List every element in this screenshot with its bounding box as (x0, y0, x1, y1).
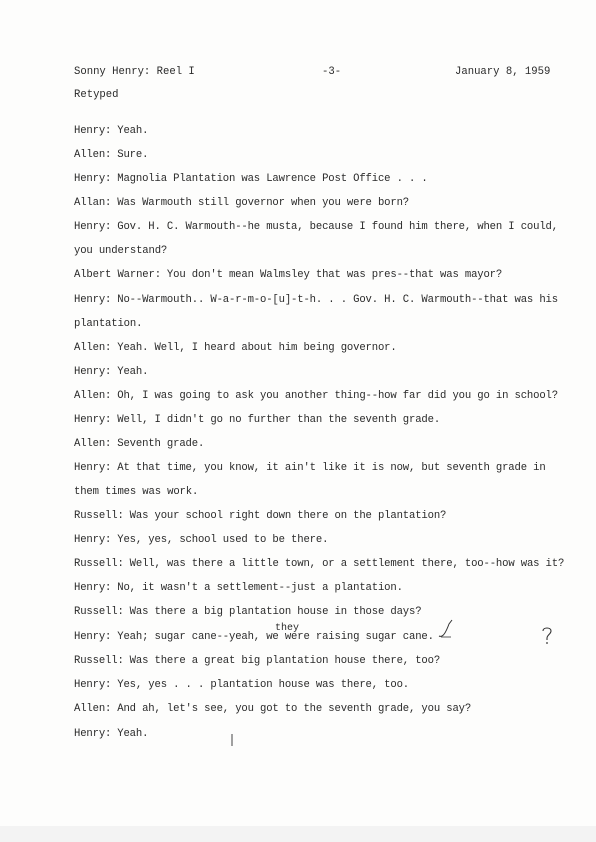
transcript-line (74, 294, 558, 306)
utterance-text: you understand? (74, 245, 168, 257)
transcript-line (74, 631, 434, 643)
speaker-label: Allen: (74, 149, 112, 161)
utterance-text: plantation. (74, 318, 143, 330)
utterance-text: Sure. (117, 149, 149, 161)
utterance-text: Was Warmouth still governor when you were born? (117, 197, 409, 209)
retyped-label: Retyped (74, 89, 119, 101)
speaker-label: Henry: (74, 631, 112, 643)
transcript-line (74, 414, 440, 426)
utterance-text: Yeah. (117, 728, 149, 740)
transcript-line (74, 558, 564, 570)
speaker-label: Russell: (74, 558, 124, 570)
transcript-line (74, 728, 148, 740)
transcript-line (74, 390, 558, 402)
transcript-line (74, 125, 148, 137)
speaker-label: Henry: (74, 679, 112, 691)
transcript-line (74, 318, 142, 330)
transcript-line (74, 221, 558, 233)
transcript-line (74, 438, 204, 450)
speaker-label: Allen: (74, 703, 112, 715)
utterance-text: Magnolia Plantation was Lawrence Post Office . . . (117, 173, 428, 185)
utterance-text: Yeah. Well, I heard about him being governor. (117, 342, 397, 354)
utterance-text: them times was work. (74, 486, 199, 498)
transcript-line (74, 582, 403, 594)
page-number: -3- (322, 66, 342, 78)
speaker-label: Henry: (74, 728, 112, 740)
transcript-line (74, 462, 546, 474)
speaker-label: Russell: (74, 655, 124, 667)
header-reel-label: Sonny Henry: Reel I (74, 66, 195, 78)
utterance-text: Yes, yes, school used to be there. (117, 534, 329, 546)
utterance-text: Was there a great big plantation house there, too? (129, 655, 441, 667)
speaker-label: Henry: (74, 173, 112, 185)
speaker-label: Henry: (74, 462, 112, 474)
speaker-label: Russell: (74, 510, 124, 522)
utterance-text: You don't mean Walmsley that was pres--that was mayor? (166, 269, 503, 281)
speaker-label: Henry: (74, 125, 112, 137)
utterance-text: Well, I didn't go no further than the seventh grade. (117, 414, 441, 426)
utterance-text: Well, was there a little town, or a settlement there, too--how was it? (129, 558, 565, 570)
utterance-text: Yeah. (117, 125, 149, 137)
speaker-label: Henry: (74, 221, 112, 233)
transcript-line (74, 703, 471, 715)
speaker-label: Allen: (74, 342, 112, 354)
speaker-label: Allen: (74, 438, 112, 450)
transcript-line (74, 606, 421, 618)
transcript-line (74, 245, 167, 257)
utterance-text: Yeah. (117, 366, 149, 378)
speaker-label: Allen: (74, 390, 112, 402)
speaker-label: Henry: (74, 414, 112, 426)
speaker-label: Albert Warner: (74, 269, 161, 281)
transcript-line (74, 510, 446, 522)
utterance-text: At that time, you know, it ain't like it is now, but seventh grade in (117, 462, 546, 474)
utterance-text: Was there a big plantation house in those days? (129, 606, 422, 618)
utterance-text: Yeah; sugar cane--yeah, we were raising sugar cane. (117, 631, 434, 643)
utterance-text: No--Warmouth.. W-a-r-m-o-[u]-t-h. . . Gov. H. C. Warmouth--that was his (117, 294, 558, 306)
scan-margin-band (0, 826, 596, 842)
handwritten-check-mark (437, 618, 455, 640)
transcript-line (74, 679, 409, 691)
transcript-line (74, 197, 409, 209)
transcript-line (74, 149, 148, 161)
speaker-label: Russell: (74, 606, 124, 618)
speaker-label: Allan: (74, 197, 112, 209)
transcript-line (74, 534, 328, 546)
handwritten-question-mark (540, 626, 554, 646)
utterance-text: Oh, I was going to ask you another thing--how far did you go in school? (117, 390, 558, 402)
transcript-line (74, 486, 198, 498)
utterance-text: No, it wasn't a settlement--just a plantation. (117, 582, 403, 594)
header-date: January 8, 1959 (455, 66, 551, 78)
transcript-line (74, 655, 440, 667)
transcript-line (74, 342, 397, 354)
speaker-label: Henry: (74, 534, 112, 546)
pen-stroke-mark (229, 733, 235, 747)
handwritten-insertion: they (275, 623, 300, 634)
utterance-text: Was your school right down there on the plantation? (129, 510, 447, 522)
speaker-label: Henry: (74, 366, 112, 378)
speaker-label: Henry: (74, 582, 112, 594)
utterance-text: And ah, let's see, you got to the seventh grade, you say? (117, 703, 472, 715)
utterance-text: Seventh grade. (117, 438, 205, 450)
transcript-line (74, 269, 502, 281)
utterance-text: Gov. H. C. Warmouth--he musta, because I found him there, when I could, (117, 221, 558, 233)
transcript-line (74, 366, 148, 378)
speaker-label: Henry: (74, 294, 112, 306)
utterance-text: Yes, yes . . . plantation house was there, too. (117, 679, 409, 691)
transcript-line (74, 173, 428, 185)
